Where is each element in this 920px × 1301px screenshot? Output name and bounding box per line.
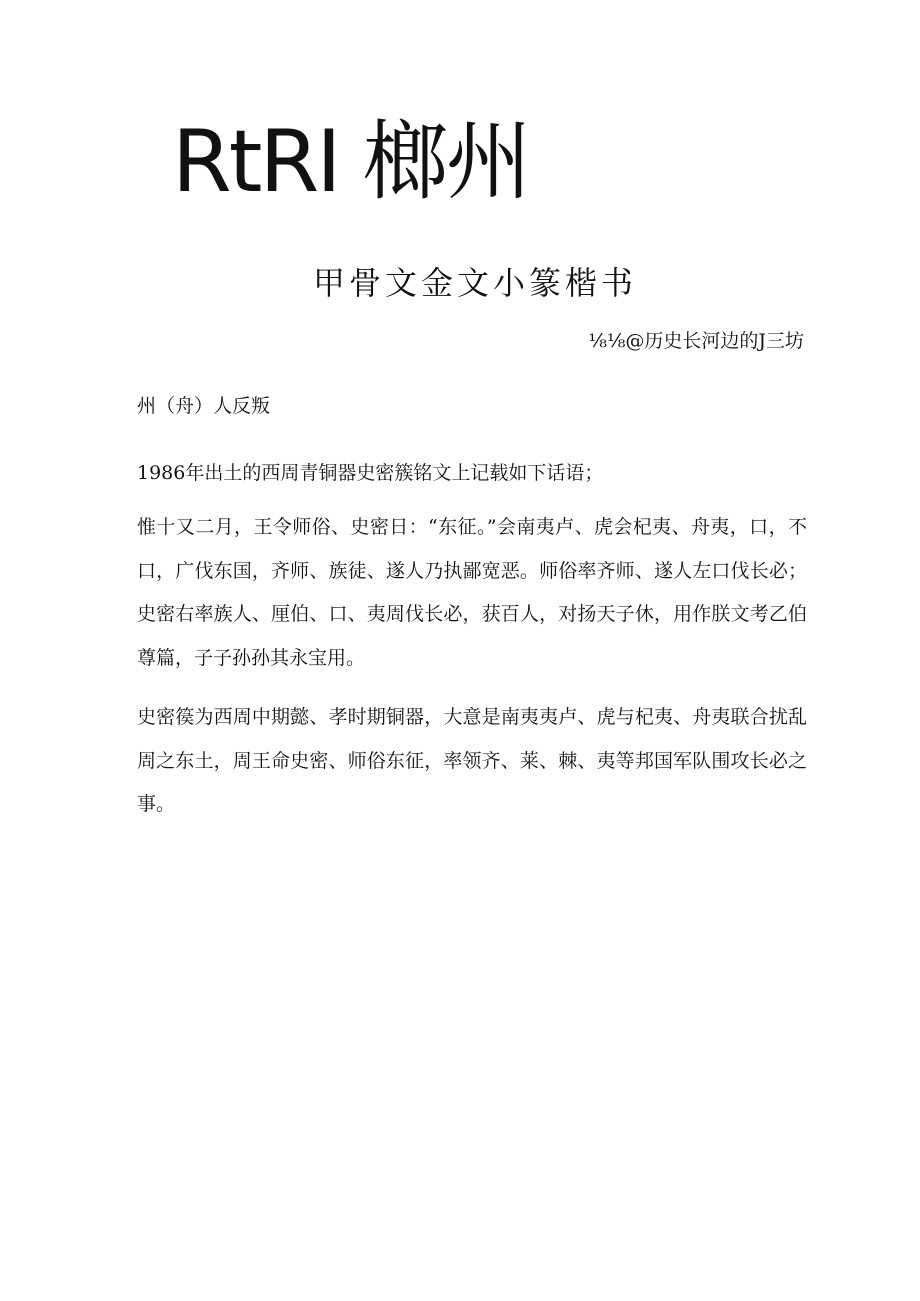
script-styles-caption: 甲骨文金文小篆楷书 (313, 264, 638, 302)
paragraph-inscription: 惟十又二月，王令师俗、史密日：“东征。”会南夷卢、虎会杞夷、舟夷，口，不口，广伐东国，齐师、族徒、遂人乃执鄙宽恶。师俗率齐师、遂人左口伐长必；史密右率族人、厘伯、口、夷周伐长必，获百人，对扬天子休，用作朕文考乙伯尊篇，子子孙孙其永宝用。 (137, 516, 807, 669)
glyph-title: RtRI 榔州 (172, 112, 529, 212)
paragraph-intro: 1986年出土的西周青铜器史密簇铭文上记载如下话语； (137, 462, 604, 484)
section-heading: 州（舟）人反叛 (137, 395, 271, 417)
paragraph-explanation: 史密篌为西周中期懿、孝时期铜器，大意是南夷夷卢、虎与杞夷、舟夷联合扰乱周之东土，周王命史密、师俗东征，率领齐、莱、棘、夷等邦国军队围攻长必之事。 (137, 706, 807, 815)
source-attribution: ⅛⅛@历史长河边的J三坊 (588, 330, 804, 352)
